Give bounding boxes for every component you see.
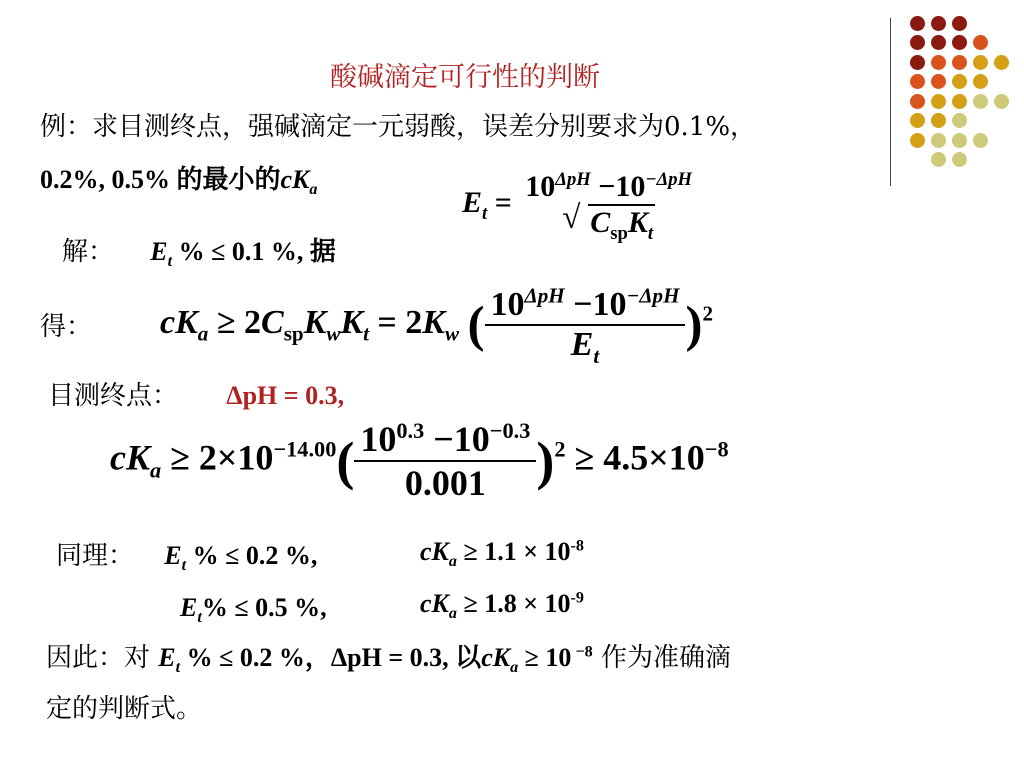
main-cka: cK (160, 303, 198, 341)
decorative-dot (952, 133, 967, 148)
decorative-dot (931, 74, 946, 89)
formula-main: $cK_a \ge 2C_{sp}K_wK_t = 2K_w$ ( $\frac{10^{\Delta pH} -10^{-\Delta pH}}{E_t}$ )$^2$ (160, 283, 714, 368)
main-open-paren: ( (467, 297, 485, 353)
num-exp2: −ΔpH (645, 169, 693, 190)
numeric-fraction (354, 418, 536, 504)
case-02-result: $cK_a \ge 1.1 \times 10^{-8}$ (420, 537, 584, 571)
example-line2-prefix: 0.2%, 0.5% 的最小的 (40, 165, 281, 194)
decorative-dot (952, 94, 967, 109)
den-k: K (627, 206, 648, 239)
numeric-result-exp: −8 (704, 436, 729, 462)
num-exp1: ΔpH (555, 169, 591, 190)
similar-label: 同理： (56, 541, 135, 571)
formula-error-denominator (519, 200, 698, 244)
main-fraction (485, 283, 686, 368)
conclusion-line-2: 定的判断式。 (46, 694, 203, 724)
solution-condition: $E_t$ % ≤ 0.1 %, 据 (150, 237, 336, 271)
decorative-dot (994, 55, 1009, 70)
main-square: 2 (702, 301, 714, 326)
decorative-dot (952, 16, 967, 31)
decorative-dot (931, 133, 946, 148)
numeric-result: ≥ 4.5×10 (574, 437, 705, 478)
decorative-dot (973, 74, 988, 89)
formula-error-lhs-sub: t (482, 202, 488, 224)
endpoint-value: ΔpH = 0.3, (226, 381, 345, 410)
decorative-dot (952, 35, 967, 50)
den-c: C (590, 206, 611, 239)
example-line-2 (40, 164, 318, 199)
den-t: t (647, 223, 654, 244)
decorative-dot (910, 16, 925, 31)
endpoint-label: 目测终点： (48, 381, 179, 411)
formula-error-lhs: E (462, 185, 483, 219)
decorative-dot (973, 94, 988, 109)
main-denominator: $E_t$ (485, 324, 686, 364)
de-label: 得： (40, 312, 93, 342)
decorative-dot (931, 55, 946, 70)
example-text: 例：求目测终点，强碱滴定一元弱酸，误差分别要求为0.1%， (40, 112, 757, 142)
decorative-dot (910, 113, 925, 128)
decorative-dot (910, 55, 925, 70)
case-05: $E_t\% \le 0.5$ %, (180, 593, 327, 627)
decorative-dot (952, 113, 967, 128)
decorative-dot (910, 94, 925, 109)
decorative-divider (890, 18, 891, 186)
decorative-dot (952, 152, 967, 167)
decorative-dot (952, 55, 967, 70)
decorative-dot (973, 133, 988, 148)
formula-error-fraction (519, 169, 698, 244)
decorative-dot (931, 35, 946, 50)
decorative-dot (931, 152, 946, 167)
var-cka-sub: a (309, 181, 318, 199)
numeric-numerator: $10^{0.3} -10^{-0.3}$ (360, 418, 531, 459)
case-05-result: $cK_a \ge 1.8 \times 10^{-9}$ (420, 589, 584, 623)
example-statement (40, 112, 756, 143)
var-cka: cK (280, 165, 310, 194)
solution-line (62, 236, 336, 271)
numeric-exp: −14.00 (273, 436, 337, 462)
main-eq2: = 2 (377, 303, 423, 341)
radical-icon: √ (562, 200, 581, 236)
solution-label: 解： (62, 237, 115, 267)
decorative-dot (931, 16, 946, 31)
decorative-dot (910, 133, 925, 148)
case-02: 同理： $E_t$ % ≤ 0.2 %, (56, 541, 318, 575)
formula-error-numerator (519, 170, 698, 204)
main-rel: ≥ 2 (216, 303, 261, 341)
decorative-dot (973, 35, 988, 50)
decorative-dot (910, 74, 925, 89)
formula-error (462, 169, 698, 244)
decorative-dot (994, 94, 1009, 109)
num-base-2: 10 (615, 170, 646, 203)
decorative-dot (910, 35, 925, 50)
formula-error-eq: = (494, 185, 512, 219)
decorative-dot (973, 55, 988, 70)
endpoint-line (48, 380, 344, 412)
sqrt-content (588, 204, 655, 244)
decorative-dot (952, 74, 967, 89)
numeric-rel: ≥ 2×10 (170, 437, 274, 478)
slide-title: 酸碱滴定可行性的判断 (330, 62, 600, 93)
numeric-denominator: 0.001 (354, 460, 536, 504)
formula-numeric: $cK_a \ge 2\times 10^{-14.00}$( $\frac{10^{0.3} -10^{-0.3}}{0.001}$ )$^2 \ge 4.5\times 10^{-8}$ (110, 418, 729, 503)
decorative-dot (931, 94, 946, 109)
main-close-paren: ) (685, 297, 703, 353)
num-base: 10 (525, 170, 556, 203)
num-minus: − (598, 170, 616, 203)
decorative-dot (931, 113, 946, 128)
den-sp: sp (610, 223, 628, 244)
sqrt-symbol (562, 200, 655, 244)
main-numerator: $10^{\Delta pH} -10^{-\Delta pH}$ (490, 283, 680, 323)
conclusion-line-1: 因此：对 $E_t$ % ≤ 0.2 %，ΔpH = 0.3, 以$cK_a \ge 10$ $^{-8}$ 作为准确滴 (46, 643, 731, 677)
